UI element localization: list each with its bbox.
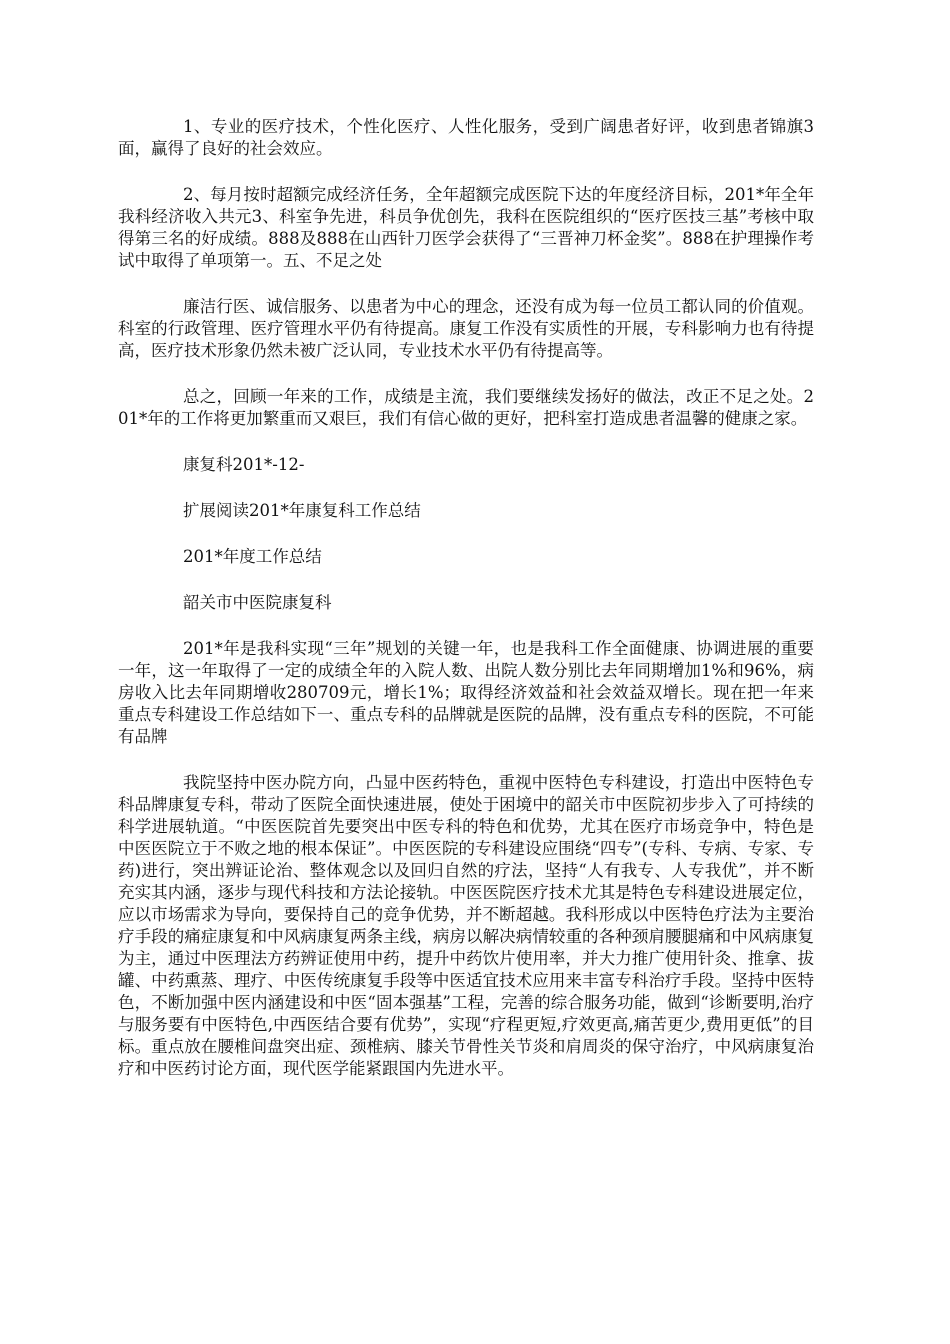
extended-reading-heading: 扩展阅读201*年康复科工作总结 xyxy=(183,501,421,520)
signature-line: 康复科201*-12- xyxy=(183,455,305,474)
extended-title: 201*年度工作总结 xyxy=(183,547,322,566)
paragraph-extended-specialty: 我院坚持中医办院方向，凸显中医药特色，重视中医特色专科建设，打造出中医特色专科品牌康复专科，带动了医院全面快速进展，使处于困境中的韶关市中医院初步步入了可持续的科学进展轨道。“中医医院首先要突出中医专科的特色和优势，尤其在医疗市场竞争中，特色是中医医院立于不败之地的根本保证”。中医医院的专科建设应围绕“四专”(专科、专病、专家、专药)进行，突出辨证论治、整体观念以及回归自然的疗法，坚持“人有我专、人专我优”，并不断充实其内涵，逐步与现代科技和方法论接轨。中医医院医疗技术尤其是特色专科建设进展定位，应以市场需求为导向，要保持自己的竞争优势，并不断超越。我科形成以中医特色疗法为主要治疗手段的痛症康复和中风病康复两条主线，病房以解决病情较重的各种颈肩腰腿痛和中风病康复为主，通过中医理法方药辨证使用中药，提升中药饮片使用率，并大力推广使用针灸、推拿、拔罐、中药熏蒸、理疗、中医传统康复手段等中医适宜技术应用来丰富专科治疗手段。坚持中医特色，不断加强中医内涵建设和中医“固本强基”工程，完善的综合服务功能，做到“诊断要明,治疗与服务要有中医特色,中西医结合要有优势”，实现“疗程更短,疗效更高,痛苦更少,费用更低”的目标。重点放在腰椎间盘突出症、颈椎病、膝关节骨性关节炎和肩周炎的保守治疗，中风病康复治疗和中医药讨论方面，现代医学能紧跟国内先进水平。 xyxy=(118,773,814,1078)
paragraph-extended-intro: 201*年是我科实现“三年”规划的关键一年，也是我科工作全面健康、协调进展的重要一年，这一年取得了一定的成绩全年的入院人数、出院人数分别比去年同期增加1%和96%，病房收入比去年同期增收280709元，增长1%；取得经济效益和社会效益双增长。现在把一年来重点专科建设工作总结如下一、重点专科的品牌就是医院的品牌，没有重点专科的医院，不可能有品牌 xyxy=(118,639,814,746)
extended-organization: 韶关市中医院康复科 xyxy=(183,593,332,612)
paragraph-conclusion: 总之，回顾一年来的工作，成绩是主流，我们要继续发扬好的做法，改正不足之处。201*年的工作将更加繁重而又艰巨，我们有信心做的更好，把科室打造成患者温馨的健康之家。 xyxy=(118,387,814,428)
paragraph-achievement-1: 1、专业的医疗技术，个性化医疗、人性化服务，受到广阔患者好评，收到患者锦旗3面，赢得了良好的社会效应。 xyxy=(118,117,814,158)
paragraph-shortcomings: 廉洁行医、诚信服务、以患者为中心的理念，还没有成为每一位员工都认同的价值观。科室的行政管理、医疗管理水平仍有待提高。康复工作没有实质性的开展，专科影响力也有待提高，医疗技术形象仍然未被广泛认同，专业技术水平仍有待提高等。 xyxy=(118,297,814,360)
document-page xyxy=(118,116,814,1104)
paragraph-achievement-2: 2、每月按时超额完成经济任务，全年超额完成医院下达的年度经济目标，201*年全年我科经济收入共元3、科室争先进，科员争优创先，我科在医院组织的“医疗医技三基”考核中取得第三名的好成绩。888及888在山西针刀医学会获得了“三晋神刀杯金奖”。888在护理操作考试中取得了单项第一。五、不足之处 xyxy=(118,185,814,270)
